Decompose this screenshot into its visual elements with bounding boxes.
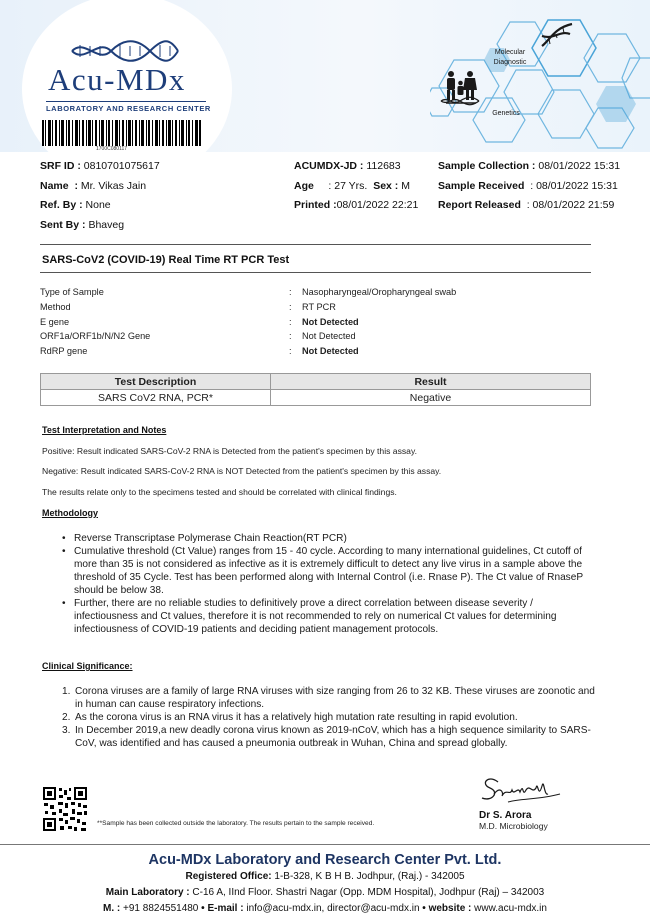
methodology-heading: Methodology bbox=[42, 508, 98, 518]
footer-company: Acu-MDx Laboratory and Research Center Pvt. Ltd. bbox=[148, 852, 502, 868]
doctor-degree: M.D. Microbiology bbox=[479, 821, 548, 831]
col-test-description: Test Description bbox=[41, 374, 271, 390]
sample-row-colon: : bbox=[289, 346, 292, 356]
list-item: 2. As the corona virus is an RNA virus it has a relatively high mutation rate resulting in rapid evolution. bbox=[62, 712, 518, 723]
list-item: • Further, there are no reliable studies to definitively prove a direct correlation between disease severity / infectiousness and Ct values, therefore it is not recommended to rely on numerical Ct values for determining infectiousness of COVID-19 patients and deciding patient management protocols. bbox=[62, 597, 598, 636]
srf-id bbox=[40, 160, 160, 172]
mobile-value: +91 8824551480 bbox=[123, 903, 199, 914]
sent-by bbox=[40, 219, 124, 231]
refby-label: Ref. By : bbox=[40, 199, 83, 211]
mobile-label: M. : bbox=[103, 903, 121, 914]
age-label: Age bbox=[294, 180, 314, 192]
relate-note: The results relate only to the specimens tested and should be correlated with clinical findings. bbox=[42, 487, 397, 497]
molecular-label: Molecular bbox=[494, 49, 526, 56]
table-row bbox=[41, 390, 591, 406]
divider-top bbox=[40, 244, 591, 245]
srf-label: SRF ID : bbox=[40, 160, 81, 172]
sex-label: Sex : bbox=[373, 180, 399, 192]
email-value: info@acu-mdx.in, director@acu-mdx.in bbox=[246, 903, 420, 914]
result-table-header bbox=[41, 374, 591, 390]
list-item: 3. In December 2019,a new deadly corona virus known as 2019-nCoV, which has a high sequence similarity to SARS-CoV, was identified and has caused a pneumonia outbreak in Wuhan, China and spread globally. bbox=[62, 725, 591, 749]
website-label: website : bbox=[428, 903, 472, 914]
methodology-list bbox=[62, 532, 598, 636]
dna-helix-icon bbox=[540, 22, 574, 48]
interpretation-heading: Test Interpretation and Notes bbox=[42, 425, 167, 435]
acumdx-label: ACUMDX-JD : bbox=[294, 160, 364, 172]
clinical-heading: Clinical Significance: bbox=[42, 661, 133, 671]
sample-note: **Sample has been collected outside the laboratory. The results pertain to the sample received. bbox=[97, 820, 375, 827]
result-table bbox=[40, 373, 591, 406]
list-item: • Reverse Transcriptase Polymerase Chain Reaction(RT PCR) bbox=[62, 532, 598, 545]
patient-name: Name : Mr. Vikas Jain bbox=[40, 180, 147, 192]
report-released: Report Released : 08/01/2022 21:59 bbox=[438, 199, 615, 211]
collection-value: 08/01/2022 15:31 bbox=[538, 160, 621, 172]
sample-row-value: Not Detected bbox=[302, 317, 359, 327]
ref-by bbox=[40, 199, 111, 211]
age-value: 27 Yrs. bbox=[334, 180, 368, 192]
diagnostic-label: Diagnostic bbox=[493, 59, 527, 66]
test-description-cell: SARS CoV2 RNA, PCR* bbox=[41, 390, 271, 406]
doctor-name: Dr S. Arora bbox=[479, 810, 532, 821]
registered-value: 1-B-328, K B H B. Jodhpur, (Raj.) - 342005 bbox=[274, 871, 465, 882]
sample-row-label: ORF1a/ORF1b/N/N2 Gene bbox=[40, 331, 151, 341]
main-value: C-16 A, IInd Floor. Shastri Nagar (Opp. MDM Hospital), Jodhpur (Raj) – 342003 bbox=[192, 887, 545, 898]
sample-row-label: RdRP gene bbox=[40, 346, 88, 356]
sample-row-value: RT PCR bbox=[302, 302, 336, 312]
sample-row-colon: : bbox=[289, 317, 292, 327]
acumdx-value: 112683 bbox=[366, 160, 401, 172]
test-title: SARS-CoV2 (COVID-19) Real Time RT PCR Test bbox=[42, 254, 290, 266]
registered-label: Registered Office: bbox=[185, 871, 272, 882]
name-value: Mr. Vikas Jain bbox=[80, 180, 147, 192]
sample-row-value: Not Detected bbox=[302, 346, 359, 356]
dna-logo-icon bbox=[70, 40, 180, 62]
sample-row-colon: : bbox=[289, 287, 292, 297]
list-item: 1. Corona viruses are a family of large RNA viruses with size ranging from 26 to 32 KB. These viruses are zoonotic and in human can cause respiratory infections. bbox=[62, 686, 595, 710]
positive-note: Positive: Result indicated SARS-CoV-2 RNA is Detected from the patient's specimen by this assay. bbox=[42, 446, 417, 456]
sample-row-label: E gene bbox=[40, 317, 70, 327]
clinical-list bbox=[62, 685, 598, 750]
refby-value: None bbox=[85, 199, 111, 211]
sentby-value: Bhaveg bbox=[88, 219, 125, 231]
age-sex: Age : 27 Yrs. Sex : M bbox=[294, 180, 410, 192]
sample-row-value: Nasopharyngeal/Oropharyngeal swab bbox=[302, 287, 457, 297]
released-label: Report Released bbox=[438, 199, 521, 211]
negative-note: Negative: Result indicated SARS-CoV-2 RNA is NOT Detected from the patient's specimen by this assay. bbox=[42, 466, 442, 476]
logo-subtitle: LABORATORY AND RESEARCH CENTER bbox=[46, 104, 211, 113]
sample-received: Sample Received : 08/01/2022 15:31 bbox=[438, 180, 618, 192]
acumdx-id bbox=[294, 160, 401, 172]
barcode-number: 1700C080117 bbox=[96, 146, 128, 152]
srf-value: 0810701075617 bbox=[83, 160, 160, 172]
result-cell: Negative bbox=[271, 390, 591, 406]
contact-line: M. : +91 8824551480 • E-mail : info@acu-mdx.in, director@acu-mdx.in • website : www.acu-mdx.in bbox=[103, 903, 547, 914]
sex-value: M bbox=[401, 180, 410, 192]
registered-office bbox=[0, 871, 650, 882]
footer-divider bbox=[0, 844, 650, 845]
col-result: Result bbox=[271, 374, 591, 390]
sample-row-colon: : bbox=[289, 331, 292, 341]
qr-code-icon bbox=[42, 786, 88, 832]
sample-row-label: Type of Sample bbox=[40, 287, 104, 297]
name-label: Name bbox=[40, 180, 69, 192]
list-item: • Cumulative threshold (Ct Value) ranges from 15 - 40 cycle. According to many international guidelines, Ct cutoff of more than 35 is not considered as infective as it is extremely difficult to detect any live virus in a sample above the threshold of 35 Cycle. Test has been performed along with Internal Control (i.e. Rnase P). The Ct value of RnaseP should be below 38. bbox=[62, 545, 598, 597]
dna-strand-icon bbox=[440, 96, 480, 106]
logo-text: Acu-MDx bbox=[48, 62, 186, 97]
divider-title bbox=[40, 272, 591, 273]
received-label: Sample Received bbox=[438, 180, 525, 192]
collection-label: Sample Collection : bbox=[438, 160, 536, 172]
email-label: E-mail : bbox=[207, 903, 244, 914]
printed-label: Printed : bbox=[294, 199, 337, 211]
genetics-label: Genetics bbox=[492, 110, 520, 117]
sample-row-value: Not Detected bbox=[302, 331, 356, 341]
printed bbox=[294, 199, 418, 211]
main-label: Main Laboratory : bbox=[105, 887, 190, 898]
main-laboratory bbox=[0, 887, 650, 898]
released-value: 08/01/2022 21:59 bbox=[532, 199, 615, 211]
logo-divider bbox=[46, 101, 206, 102]
sample-row-label: Method bbox=[40, 302, 71, 312]
sentby-label: Sent By : bbox=[40, 219, 86, 231]
sample-row-colon: : bbox=[289, 302, 292, 312]
printed-value: 08/01/2022 22:21 bbox=[336, 199, 419, 211]
barcode-icon bbox=[42, 120, 202, 146]
received-value: 08/01/2022 15:31 bbox=[536, 180, 618, 192]
signature-image bbox=[478, 770, 562, 810]
sample-collection bbox=[438, 160, 620, 172]
website-value: www.acu-mdx.in bbox=[474, 903, 547, 914]
